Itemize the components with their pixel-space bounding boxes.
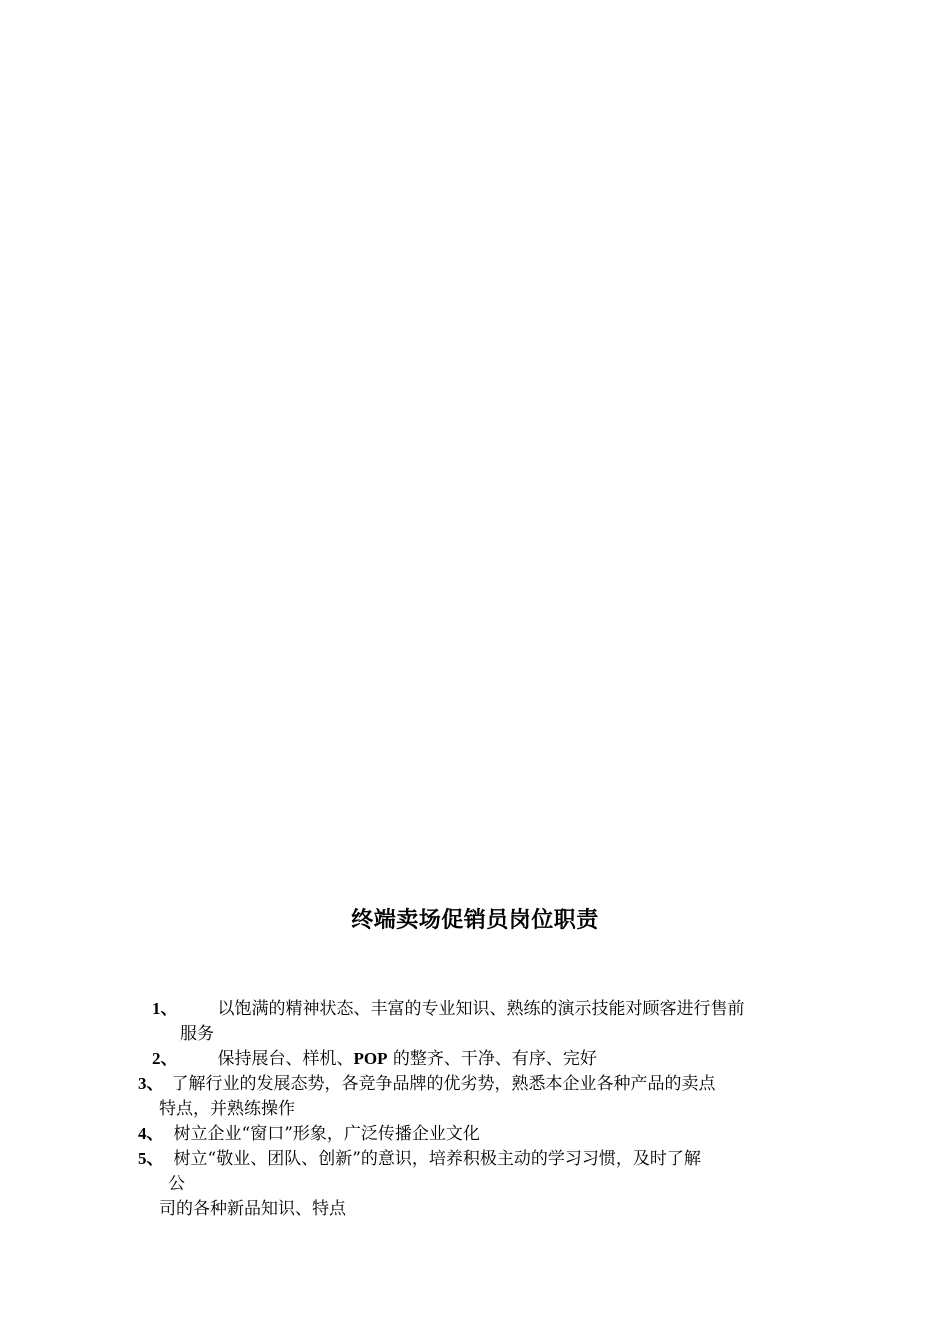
item-number: 5、 — [138, 1149, 164, 1168]
document-title: 终端卖场促销员岗位职责 — [351, 908, 599, 933]
list-item-1-continuation: 服务 — [180, 1024, 214, 1044]
list-item-5-continuation: 公 — [168, 1174, 185, 1194]
item-number: 3、 — [138, 1074, 164, 1093]
list-item-2 — [152, 1047, 597, 1071]
item-number: 1、 — [152, 999, 178, 1018]
item-text-before: 保持展台、样机、 — [217, 1049, 354, 1069]
list-item-3-continuation: 特点，并熟练操作 — [159, 1099, 295, 1119]
item-text: 树立“敬业、团队、创新”的意识，培养积极主动的学习习惯，及时了解 — [173, 1149, 701, 1169]
item-number: 4、 — [138, 1124, 164, 1143]
list-item-5-continuation-2: 司的各种新品知识、特点 — [159, 1199, 346, 1219]
list-item-3 — [138, 1072, 716, 1096]
item-text: 树立企业“窗口”形象，广泛传播企业文化 — [173, 1124, 480, 1144]
item-text: 以饱满的精神状态、丰富的专业知识、熟练的演示技能对顾客进行售前 — [217, 999, 745, 1019]
item-text-bold: POP — [353, 1049, 388, 1068]
item-text-after: 的整齐、干净、有序、完好 — [387, 1049, 597, 1069]
list-item-5 — [138, 1147, 701, 1171]
list-item-4 — [138, 1122, 480, 1146]
item-number: 2、 — [152, 1049, 178, 1068]
list-item-1 — [152, 997, 745, 1021]
item-text: 了解行业的发展态势，各竞争品牌的优劣势，熟悉本企业各种产品的卖点 — [171, 1074, 716, 1094]
